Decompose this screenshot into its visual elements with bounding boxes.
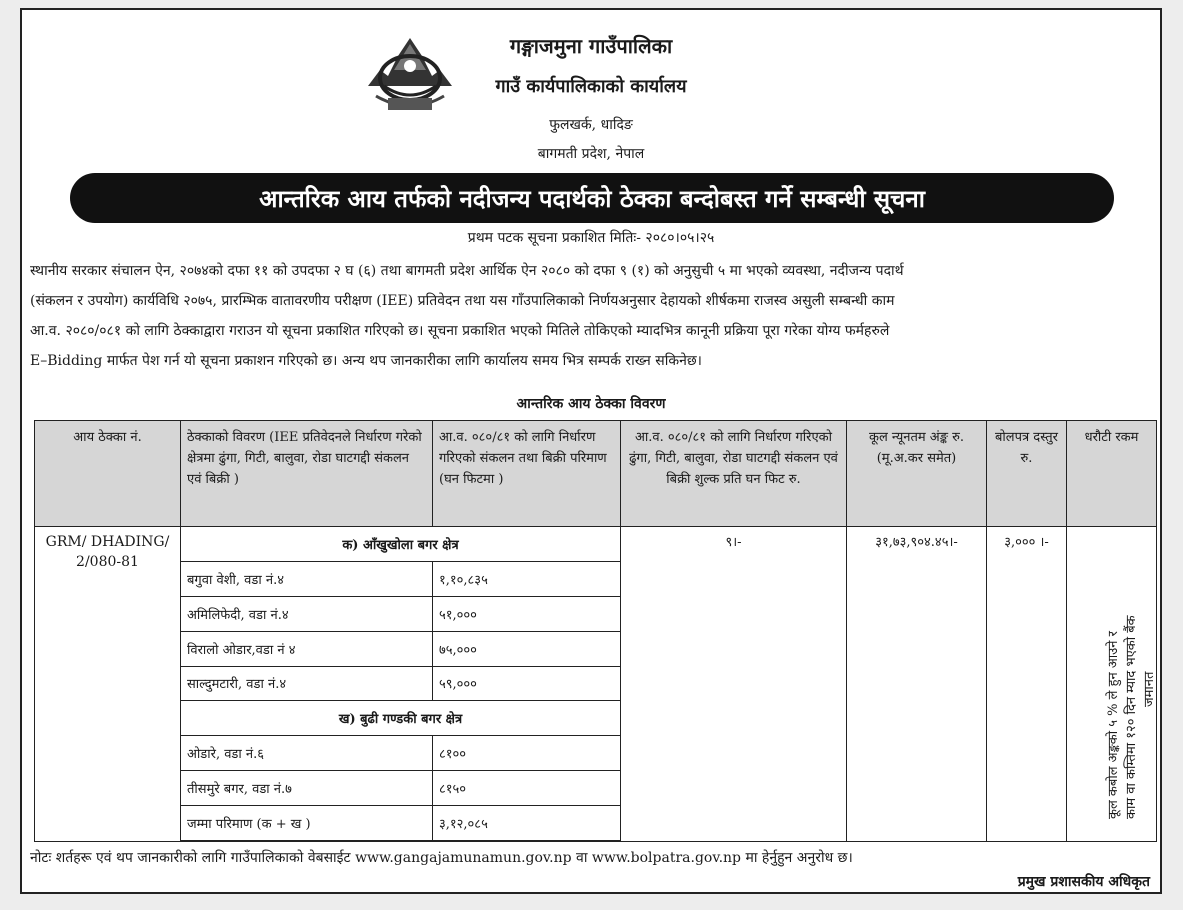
- paragraph-line: (संकलन र उपयोग) कार्यविधि २०७५, प्रारम्भिक वातावरणीय परीक्षण (IEE) प्रतिवेदन तथा यस गाँउपालिकाको निर्णयअनुसार देहायको शीर्षकमा राजस्व असुली सम्बन्धी काम: [30, 293, 895, 309]
- section-a-heading: क) आँखुखोला बगर क्षेत्र: [181, 527, 621, 562]
- section-b-heading: ख) बुढी गण्डकी बगर क्षेत्र: [181, 701, 621, 736]
- quantity-cell: ७५,०००: [433, 631, 621, 666]
- bid-fee-cell: ३,००० ।-: [987, 527, 1067, 842]
- quantity-cell: ८१५०: [433, 771, 621, 806]
- contract-no-cell: GRM/ DHADING/ 2/080-81: [35, 527, 181, 842]
- notice-title-banner: [70, 173, 1114, 223]
- place-cell: साल्दुमटारी, वडा नं.४: [181, 666, 433, 701]
- quantity-cell: ८१००: [433, 736, 621, 771]
- office-name: गाउँ कार्यपालिकाको कार्यालय: [495, 76, 687, 97]
- total-quantity: ३,१२,०८५: [433, 806, 621, 841]
- deposit-cell: [1067, 527, 1157, 842]
- table-header-row: [35, 421, 1157, 527]
- deposit-text-line: काम वा कम्तिमा १२० दिन म्याद भएको बैंक: [1124, 615, 1139, 819]
- org-name: गङ्गाजमुना गाउँपालिका: [509, 34, 673, 58]
- place-cell: विरालो ओडार,वडा नं ४: [181, 631, 433, 666]
- notice-sheet: [20, 8, 1162, 894]
- contract-table: [34, 420, 1157, 842]
- footer-note: नोटः शर्तहरू एवं थप जानकारीको लागि गाउँपालिकाको वेबसाईट www.gangajamunamun.gov.np वा www.bolpatra.gov.np मा हेर्नुहुन अनुरोध छ।: [30, 850, 853, 866]
- province-name: बागमती प्रदेश, नेपाल: [537, 146, 645, 162]
- table-title: आन्तरिक आय ठेक्का विवरण: [516, 396, 666, 412]
- min-amount-cell: ३१,७३,९०४.४५।-: [847, 527, 987, 842]
- rate-cell: ९।-: [621, 527, 847, 842]
- office-location: फुलखर्क, धादिङ: [549, 117, 633, 133]
- publication-date: प्रथम पटक सूचना प्रकाशित मितिः- २०८०।०५।२५: [467, 230, 715, 246]
- deposit-text-line: जमानत: [1142, 671, 1157, 707]
- header-min-amount: कूल न्यूनतम अंङ्क रु. (मू.अ.कर समेत): [847, 421, 987, 527]
- place-cell: बगुवा वेशी, वडा नं.४: [181, 561, 433, 596]
- deposit-text-line: कूल कबोल अङ्कको ५ % ले हुन आउने र: [1106, 631, 1121, 819]
- place-cell: अमिलिफेदी, वडा नं.४: [181, 596, 433, 631]
- paragraph-line: E–Bidding मार्फत पेश गर्न यो सूचना प्रकाशन गरिएको छ। अन्य थप जानकारीका लागि कार्यालय समय भित्र सम्पर्क राख्न सकिनेछ।: [30, 353, 702, 369]
- total-label: जम्मा परिमाण (क + ख ): [181, 806, 433, 841]
- header-quantity: आ.व. ०८०/८१ को लागि निर्धारण गरिएको संकलन तथा बिक्री परिमाण (घन फिटमा ): [433, 421, 621, 527]
- notice-paragraph: [30, 256, 1154, 376]
- header-contract-no: आय ठेक्का नं.: [35, 421, 181, 527]
- header-deposit: धरौटी रकम: [1067, 421, 1157, 527]
- paragraph-line: आ.व. २०८०/०८१ को लागि ठेक्काद्वारा गराउन यो सूचना प्रकाशित गरिएको छ। सूचना प्रकाशित भएको मितिले तोकिएको म्यादभित्र कानूनी प्रक्रिया पूरा गरेका योग्य फर्महरुले: [30, 323, 890, 339]
- header-rate: आ.व. ०८०/८१ को लागि निर्धारण गरिएको ढुंगा, गिटी, बालुवा, रोडा घाटगद्दी संकलन एवं बिक्री शुल्क प्रति घन फिट रु.: [621, 421, 847, 527]
- notice-title: आन्तरिक आय तर्फको नदीजन्य पदार्थको ठेक्का बन्दोबस्त गर्ने सम्बन्धी सूचना: [259, 183, 925, 213]
- header-bid-fee: बोलपत्र दस्तुर रु.: [987, 421, 1067, 527]
- table-row: [35, 527, 1157, 562]
- place-cell: तीसमुरे बगर, वडा नं.७: [181, 771, 433, 806]
- quantity-cell: ५१,०००: [433, 596, 621, 631]
- quantity-cell: ५९,०००: [433, 666, 621, 701]
- place-cell: ओडारे, वडा नं.६: [181, 736, 433, 771]
- paragraph-line: स्थानीय सरकार संचालन ऐन, २०७४को दफा ११ को उपदफा २ घ (६) तथा बागमती प्रदेश आर्थिक ऐन २०८० को दफा ९ (१) को अनुसुची ५ मा भएको व्यवस्था, नदीजन्य पदार्थ: [30, 263, 904, 279]
- quantity-cell: १,१०,८३५: [433, 561, 621, 596]
- header-description: ठेक्काको विवरण (IEE प्रतिवेदनले निर्धारण गरेको क्षेत्रमा ढुंगा, गिटी, बालुवा, रोडा घाटगद्दी संकलन एवं बिक्री ): [181, 421, 433, 527]
- signatory: प्रमुख प्रशासकीय अधिकृत: [1017, 874, 1150, 890]
